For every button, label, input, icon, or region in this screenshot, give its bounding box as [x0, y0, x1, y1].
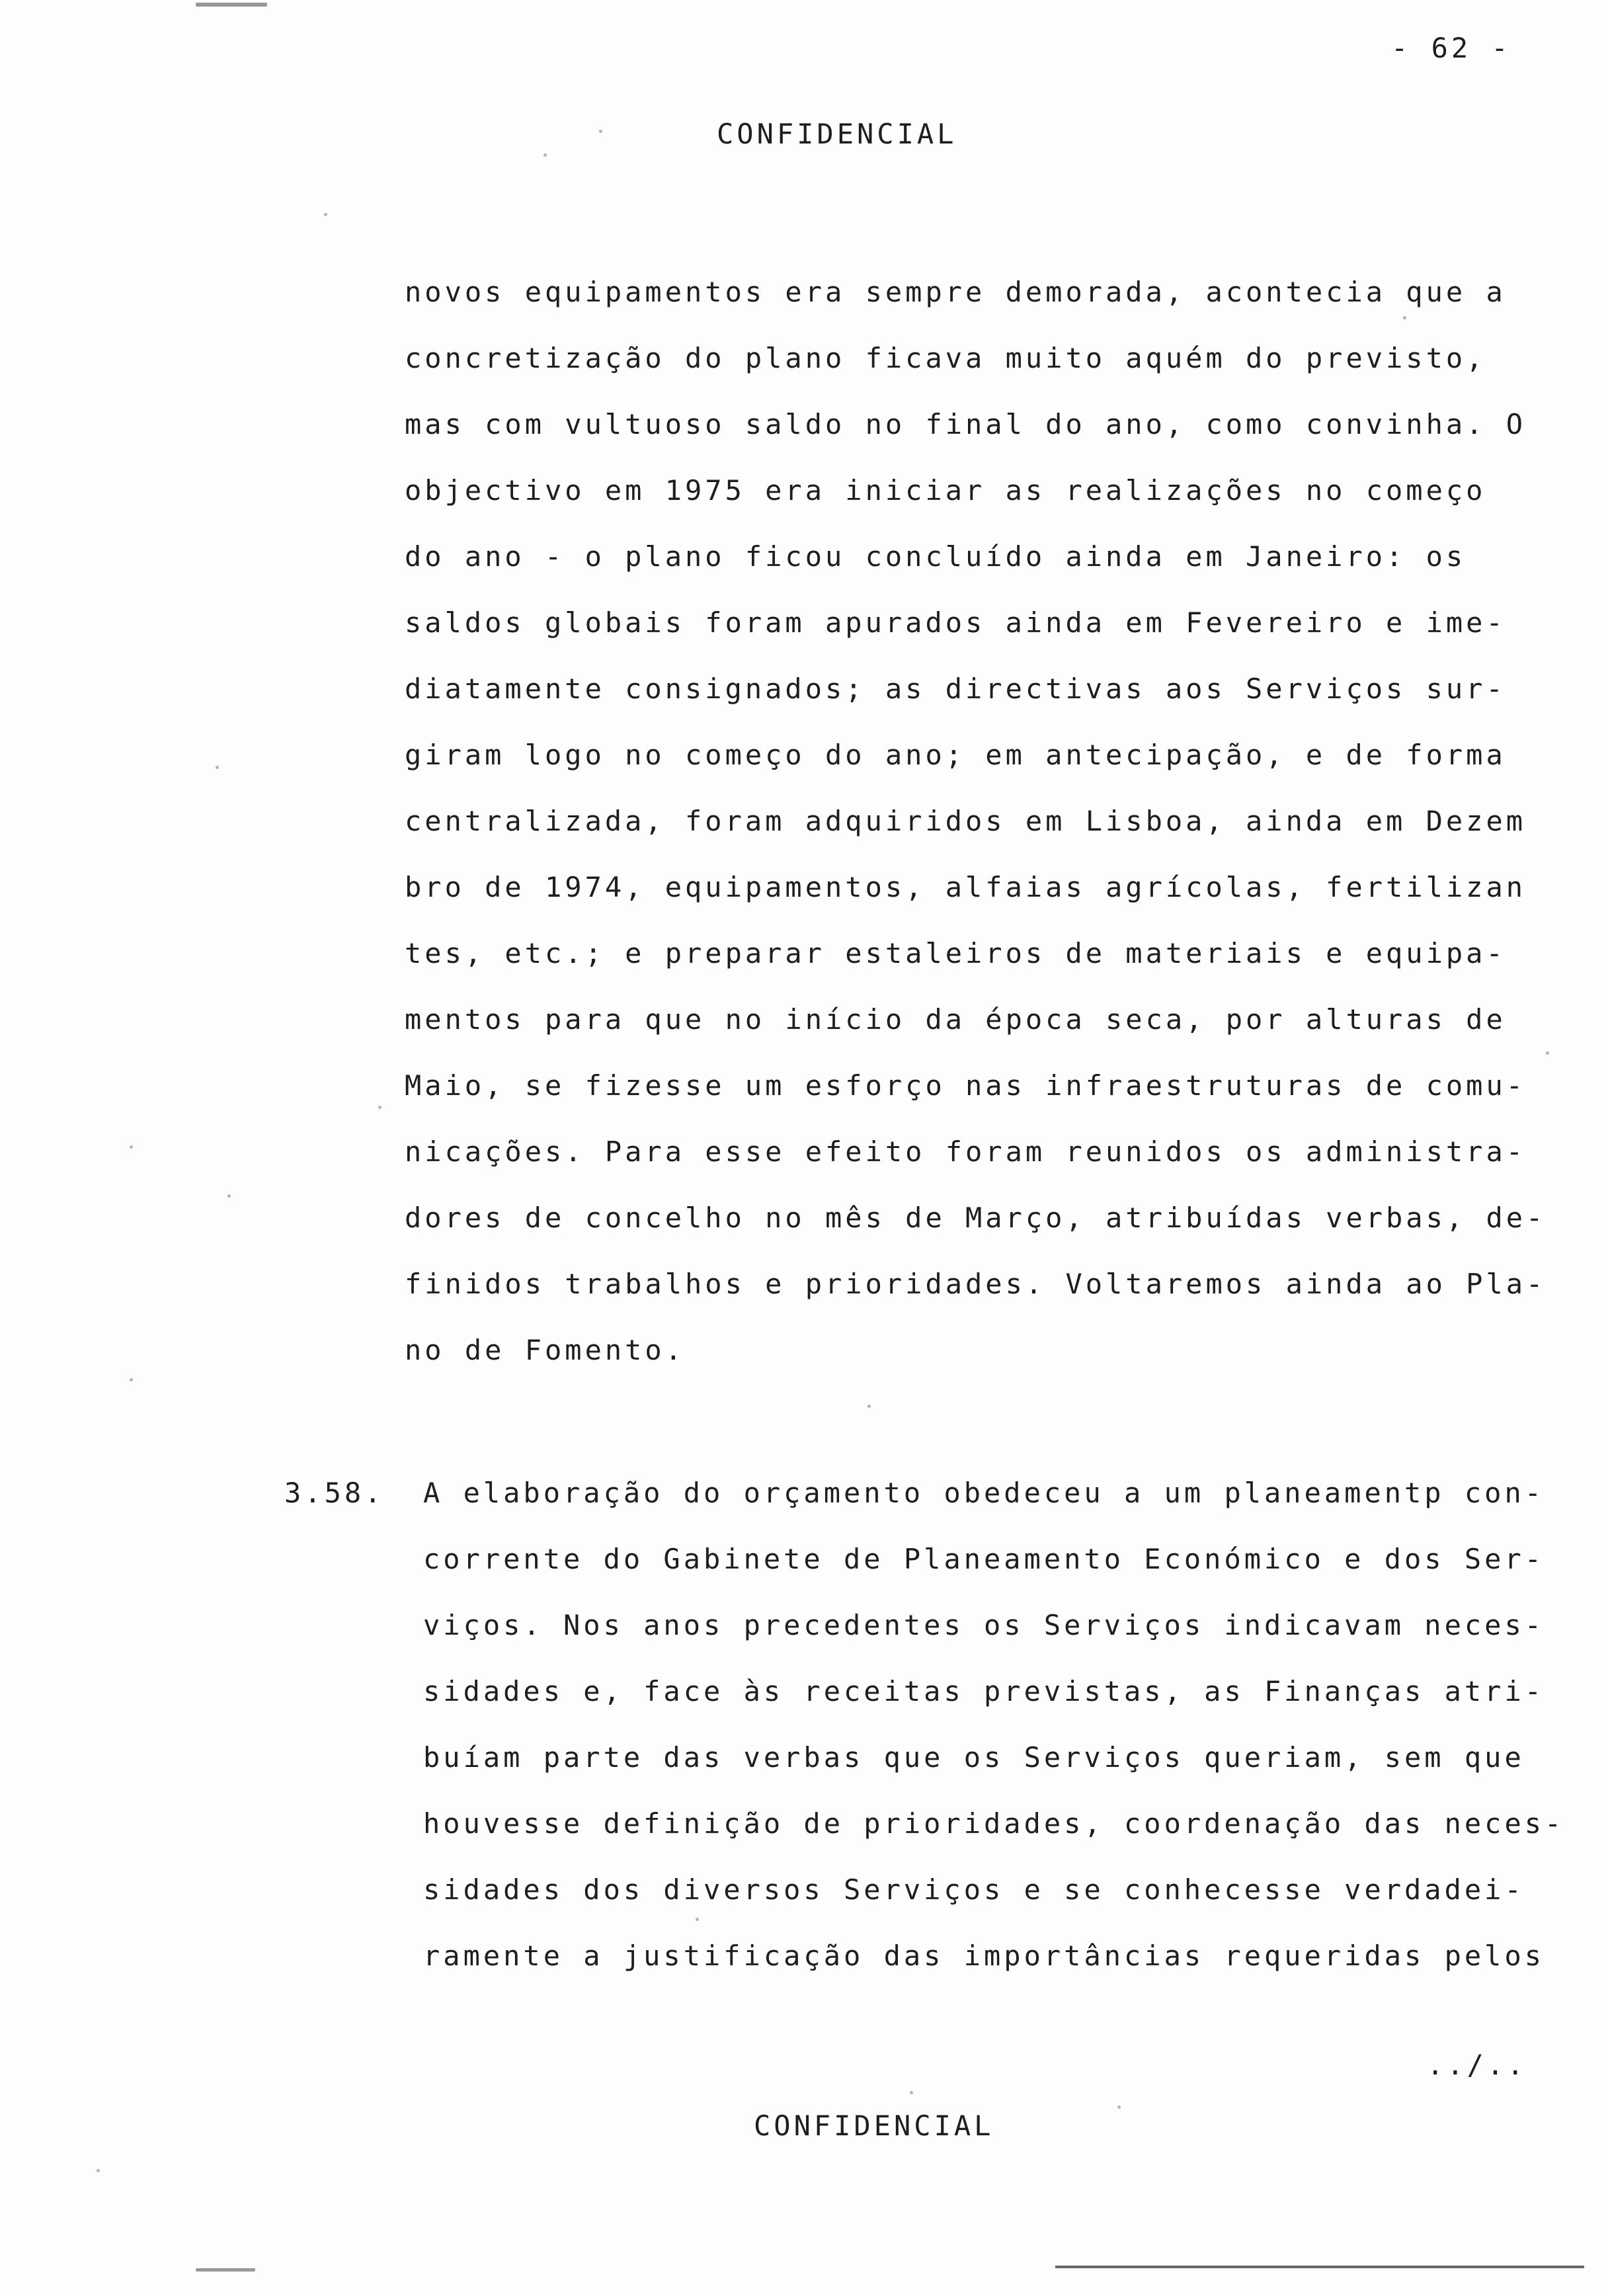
text-line: bro de 1974, equipamentos, alfaias agrícolas, fertilizan [405, 871, 1527, 903]
text-line: buíam parte das verbas que os Serviços queriam, sem que [423, 1741, 1525, 1774]
text-line: tes, etc.; e preparar estaleiros de materiais e equipa- [405, 937, 1506, 969]
text-line: ramente a justificação das importâncias requeridas pelos [423, 1940, 1545, 1972]
text-line: saldos globais foram apurados ainda em Fevereiro e ime- [405, 606, 1506, 639]
text-line: sidades e, face às receitas previstas, as Finanças atri- [423, 1675, 1545, 1707]
speck [910, 2091, 913, 2094]
confidential-header: CONFIDENCIAL [717, 118, 957, 150]
speck [130, 1145, 133, 1149]
text-line: mentos para que no início da época seca, por alturas de [405, 1003, 1506, 1036]
scan-mark-top-left [196, 3, 267, 7]
text-line: houvesse definição de prioridades, coordenação das neces- [423, 1807, 1565, 1840]
continuation-mark: ../.. [1427, 2049, 1527, 2081]
confidential-footer: CONFIDENCIAL [754, 2110, 994, 2142]
paragraph-3-58 [423, 1460, 1564, 1989]
speck [378, 1106, 382, 1109]
paragraph-number: 3.58. [284, 1477, 385, 1509]
speck [543, 153, 547, 157]
text-line: centralizada, foram adquiridos em Lisboa, ainda em Dezem [405, 805, 1527, 837]
speck [216, 766, 219, 769]
scan-mark-bottom-left [196, 2268, 255, 2272]
text-line: finidos trabalhos e prioridades. Voltaremos ainda ao Pla- [405, 1268, 1547, 1300]
speck [97, 2169, 100, 2172]
speck [867, 1405, 871, 1408]
text-line: diatamente consignados; as directivas aos Serviços sur- [405, 673, 1506, 705]
speck [1117, 2106, 1121, 2109]
text-line: objectivo em 1975 era iniciar as realizações no começo [405, 474, 1486, 507]
speck [1546, 1051, 1549, 1055]
text-line: mas com vultuoso saldo no final do ano, como convinha. O [405, 408, 1527, 440]
text-line: corrente do Gabinete de Planeamento Económico e dos Ser- [423, 1543, 1545, 1575]
text-line: concretização do plano ficava muito aquém do previsto, [405, 342, 1486, 374]
text-line: Maio, se fizesse um esforço nas infraestruturas de comu- [405, 1069, 1527, 1102]
speck [130, 1378, 133, 1381]
speck [599, 130, 602, 133]
text-line: no de Fomento. [405, 1334, 686, 1366]
text-line: giram logo no começo do ano; em antecipação, e de forma [405, 739, 1506, 771]
speck [324, 213, 327, 216]
text-line: do ano - o plano ficou concluído ainda em Janeiro: os [405, 540, 1467, 573]
text-line: dores de concelho no mês de Março, atribuídas verbas, de- [405, 1202, 1547, 1234]
text-line: viços. Nos anos precedentes os Serviços indicavam neces- [423, 1609, 1545, 1641]
scan-rule-bottom-right [1055, 2266, 1584, 2268]
text-line: A elaboração do orçamento obedeceu a um planeamentp con- [423, 1477, 1545, 1509]
paragraph-continued [405, 259, 1546, 1383]
text-line: nicações. Para esse efeito foram reunidos os administra- [405, 1135, 1527, 1168]
speck [227, 1194, 231, 1198]
text-line: novos equipamentos era sempre demorada, acontecia que a [405, 276, 1506, 308]
page-number: - 62 - [1391, 32, 1511, 64]
text-line: sidades dos diversos Serviços e se conhecesse verdadei- [423, 1873, 1525, 1906]
